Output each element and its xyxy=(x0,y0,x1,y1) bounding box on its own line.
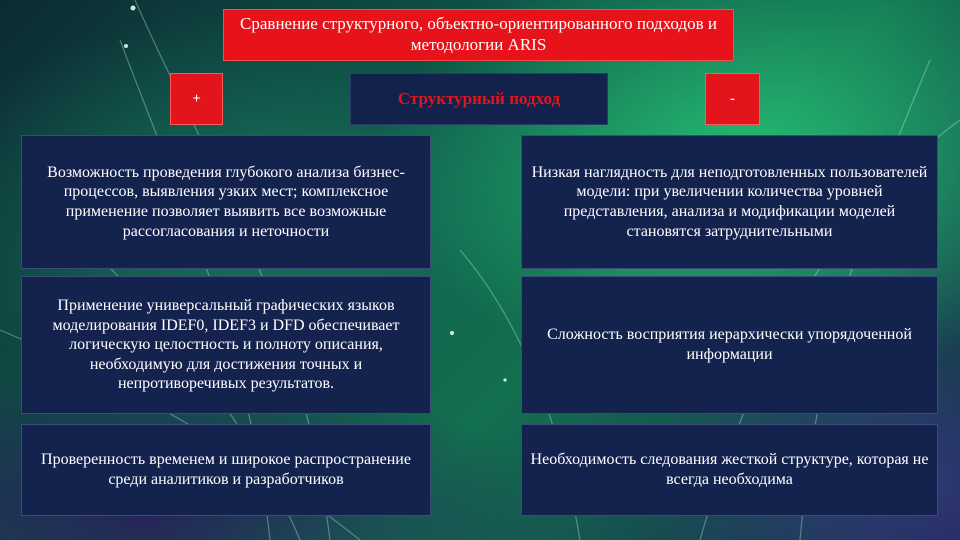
advantage-cell-2: Применение универсальный графических языков моделирования IDEF0, IDEF3 и DFD обеспечивает логическую целостность и полноту описания, необходимую для достижения точных и непротиворечивых результатов. xyxy=(21,276,431,414)
plus-badge: + xyxy=(170,73,223,125)
advantage-cell-1: Возможность проведения глубокого анализа бизнес-процессов, выявления узких мест; комплексное применение позволяет выявить все возможные рассогласования и неточности xyxy=(21,135,431,269)
disadvantage-cell-2: Сложность восприятия иерархически упорядоченной информации xyxy=(521,276,938,414)
section-heading: Структурный подход xyxy=(350,73,608,125)
disadvantage-cell-1: Низкая наглядность для неподготовленных пользователей модели: при увеличении количества уровней представления, анализа и модификации моделей становятся затруднительными xyxy=(521,135,938,269)
minus-badge: - xyxy=(705,73,760,125)
slide-title: Сравнение структурного, объектно-ориентированного подходов и методологии ARIS xyxy=(223,9,734,61)
disadvantage-cell-3: Необходимость следования жесткой структуре, которая не всегда необходима xyxy=(521,424,938,516)
advantage-cell-3: Проверенность временем и широкое распространение среди аналитиков и разработчиков xyxy=(21,424,431,516)
